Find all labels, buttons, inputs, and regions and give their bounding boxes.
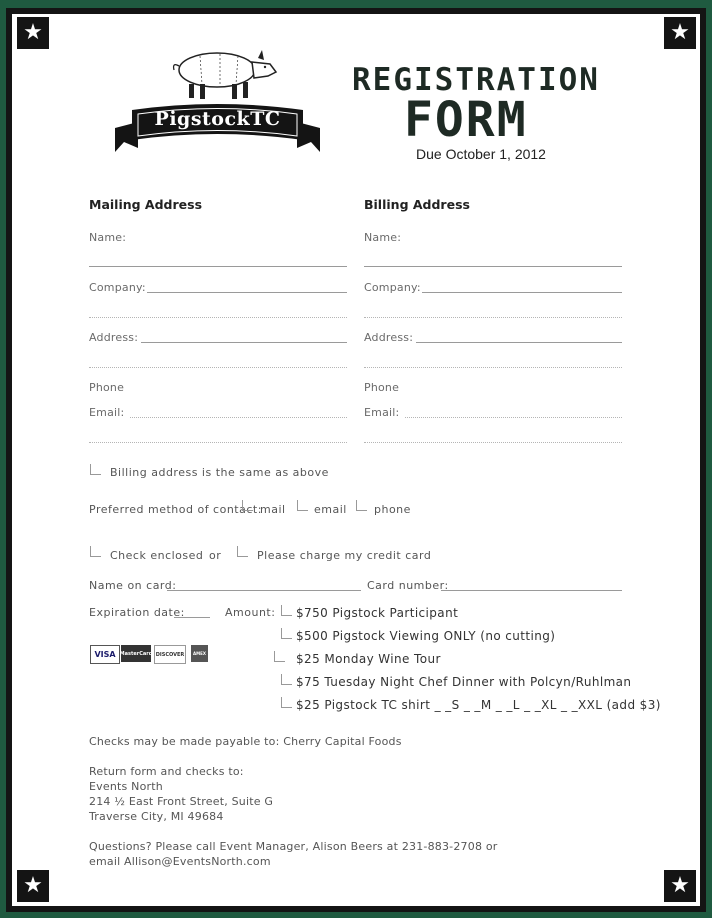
visa-logo: VISA bbox=[90, 645, 120, 664]
expiration-field[interactable] bbox=[174, 617, 210, 618]
billing-name-label: Name: bbox=[364, 231, 402, 244]
billing-company-field[interactable] bbox=[422, 292, 622, 293]
return-line3: 214 ½ East Front Street, Suite G bbox=[89, 795, 274, 808]
same-address-checkbox[interactable] bbox=[90, 464, 101, 475]
contact-phone-checkbox[interactable] bbox=[356, 500, 367, 511]
star-icon: ★ bbox=[664, 17, 696, 49]
payable-text: Checks may be made payable to: Cherry Capital Foods bbox=[89, 735, 402, 748]
billing-address-label: Address: bbox=[364, 331, 414, 344]
logo bbox=[110, 40, 325, 160]
check-enclosed-checkbox[interactable] bbox=[90, 546, 101, 557]
mailing-address-header: Mailing Address bbox=[89, 197, 203, 212]
billing-company-field-line2[interactable] bbox=[364, 317, 622, 318]
star-icon: ★ bbox=[17, 870, 49, 902]
contact-email-checkbox[interactable] bbox=[297, 500, 308, 511]
or-text: or bbox=[209, 549, 222, 562]
form-title-line1: REGISTRATION bbox=[352, 62, 600, 98]
mailing-company-label: Company: bbox=[89, 281, 146, 294]
mailing-extra-line[interactable] bbox=[89, 442, 347, 443]
option-checkbox[interactable] bbox=[281, 605, 292, 616]
option-shirt: $25 Pigstock TC shirt _ _S _ _M _ _L _ _XL _ _XXL (add $3) bbox=[296, 698, 661, 712]
billing-address-field-line2[interactable] bbox=[364, 367, 622, 368]
billing-email-label: Email: bbox=[364, 406, 400, 419]
option-viewing: $500 Pigstock Viewing ONLY (no cutting) bbox=[296, 629, 556, 643]
mailing-company-field-line2[interactable] bbox=[89, 317, 347, 318]
amex-logo: AMEX bbox=[191, 645, 208, 662]
option-chef-dinner: $75 Tuesday Night Chef Dinner with Polcyn/Ruhlman bbox=[296, 675, 632, 689]
option-checkbox[interactable] bbox=[281, 628, 292, 639]
billing-phone-label: Phone bbox=[364, 381, 400, 394]
contact-email-label: email bbox=[314, 503, 347, 516]
mailing-name-label: Name: bbox=[89, 231, 127, 244]
card-number-field[interactable] bbox=[441, 590, 622, 591]
option-wine-tour: $25 Monday Wine Tour bbox=[296, 652, 441, 666]
questions-line2: email Allison@EventsNorth.com bbox=[89, 855, 271, 868]
contact-phone-label: phone bbox=[374, 503, 411, 516]
billing-name-field[interactable] bbox=[364, 266, 622, 267]
mailing-phone-label: Phone bbox=[89, 381, 125, 394]
expiration-label: Expiration date: bbox=[89, 606, 185, 619]
contact-method-label: Preferred method of contact: bbox=[89, 503, 262, 516]
mailing-address-field[interactable] bbox=[141, 342, 347, 343]
billing-email-field[interactable] bbox=[405, 417, 622, 418]
option-checkbox[interactable] bbox=[281, 674, 292, 685]
mastercard-logo: MasterCard bbox=[121, 645, 151, 662]
mailing-address-label: Address: bbox=[89, 331, 139, 344]
credit-card-label: Please charge my credit card bbox=[257, 549, 432, 562]
pig-icon bbox=[174, 50, 276, 99]
discover-logo: DISCOVER bbox=[154, 645, 186, 664]
option-participant: $750 Pigstock Participant bbox=[296, 606, 459, 620]
amount-label: Amount: bbox=[225, 606, 276, 619]
billing-company-label: Company: bbox=[364, 281, 421, 294]
return-line1: Return form and checks to: bbox=[89, 765, 244, 778]
mailing-address-field-line2[interactable] bbox=[89, 367, 347, 368]
card-number-label: Card number: bbox=[367, 579, 449, 592]
billing-address-field[interactable] bbox=[416, 342, 622, 343]
star-icon: ★ bbox=[17, 17, 49, 49]
option-checkbox[interactable] bbox=[281, 697, 292, 708]
same-address-label: Billing address is the same as above bbox=[110, 466, 329, 479]
due-date: Due October 1, 2012 bbox=[416, 146, 546, 162]
return-line2: Events North bbox=[89, 780, 163, 793]
form-title-line2: FORM bbox=[404, 92, 528, 148]
return-line4: Traverse City, MI 49684 bbox=[89, 810, 224, 823]
name-on-card-field[interactable] bbox=[167, 590, 361, 591]
contact-mail-label: mail bbox=[260, 503, 286, 516]
mailing-email-label: Email: bbox=[89, 406, 125, 419]
option-checkbox[interactable] bbox=[274, 651, 285, 662]
billing-extra-line[interactable] bbox=[364, 442, 622, 443]
billing-address-header: Billing Address bbox=[364, 197, 470, 212]
mailing-company-field[interactable] bbox=[147, 292, 347, 293]
mailing-email-field[interactable] bbox=[130, 417, 347, 418]
credit-card-checkbox[interactable] bbox=[237, 546, 248, 557]
check-enclosed-label: Check enclosed bbox=[110, 549, 204, 562]
contact-mail-checkbox[interactable] bbox=[242, 500, 253, 511]
mailing-name-field[interactable] bbox=[89, 266, 347, 267]
questions-line1: Questions? Please call Event Manager, Alison Beers at 231-883-2708 or bbox=[89, 840, 498, 853]
star-icon: ★ bbox=[664, 870, 696, 902]
logo-text: PigstockTC bbox=[154, 108, 281, 130]
name-on-card-label: Name on card: bbox=[89, 579, 177, 592]
